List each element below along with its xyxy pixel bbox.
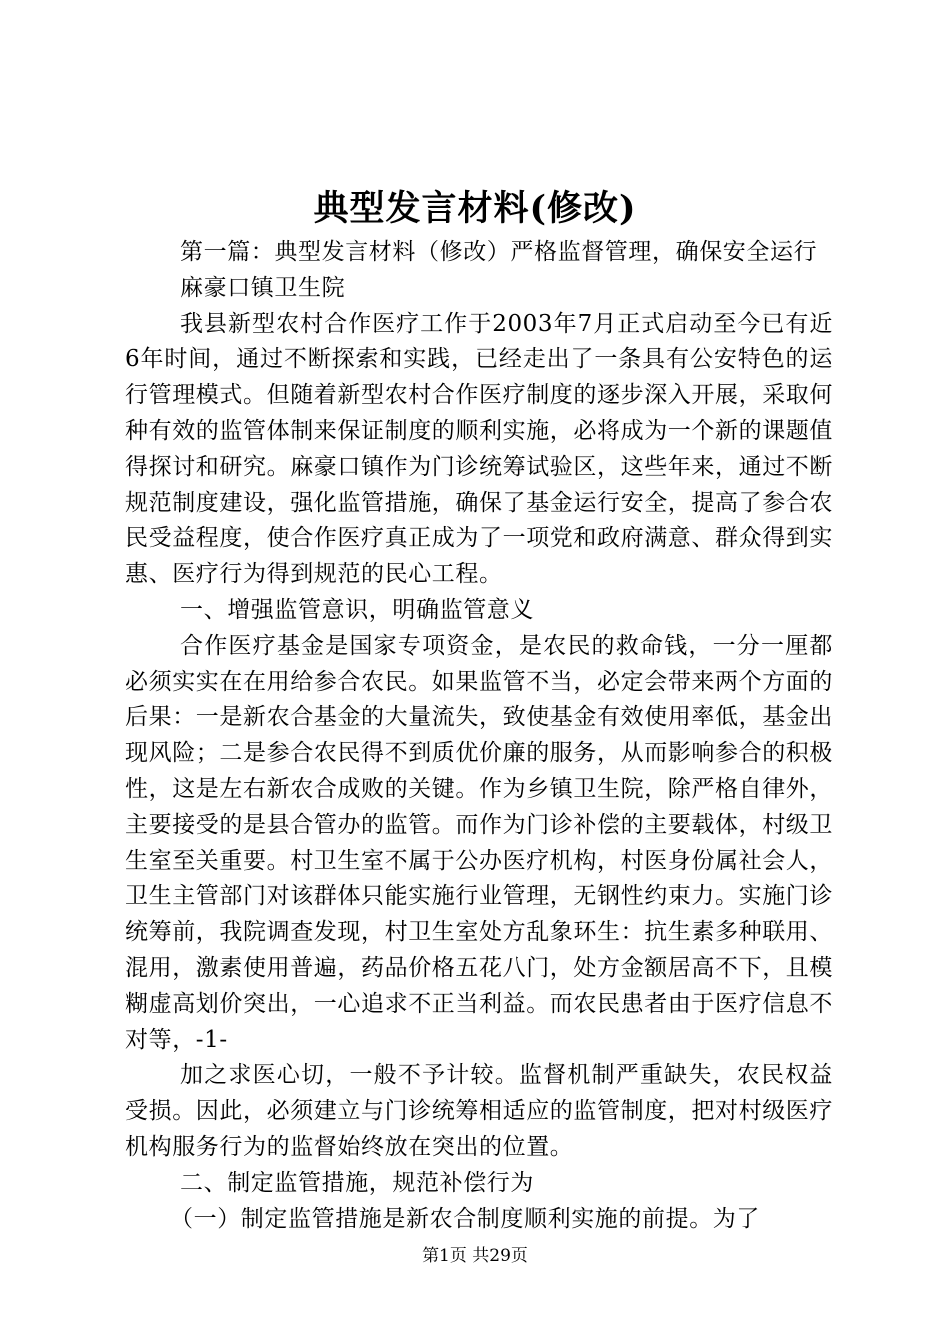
subsection-heading: 一、增强监管意识，明确监管意义	[180, 596, 534, 623]
body-paragraph: （一）制定监管措施是新农合制度顺利实施的前提。为了	[170, 1205, 760, 1232]
subsection-heading: 二、制定监管措施，规范补偿行为	[180, 1169, 534, 1196]
body-paragraph: 我县新型农村合作医疗工作于2003年7月正式启动至今已有近6年时间，通过不断探索和实践，已经走出了一条具有公安特色的运行管理模式。但随着新型农村合作医疗制度的逐步深入开展，采取何种有效的监管体制来保证制度的顺利实施，必将成为一个新的课题值得探讨和研究。麻豪口镇作为门诊统筹试验区，这些年来，通过不断规范制度建设，强化监管措施，确保了基金运行安全，提高了参合农民受益程度，使合作医疗真正成为了一项党和政府满意、群众得到实惠、医疗行为得到规范的民心工程。	[125, 310, 833, 588]
body-paragraph: 合作医疗基金是国家专项资金，是农民的救命钱，一分一厘都必须实实在在用给参合农民。如果监管不当，必定会带来两个方面的后果：一是新农合基金的大量流失，致使基金有效使用率低，基金出现风险；二是参合农民得不到质优价廉的服务，从而影响参合的积极性，这是左右新农合成败的关键。作为乡镇卫生院，除严格自律外，主要接受的是县合管办的监管。而作为门诊补偿的主要载体，村级卫生室至关重要。村卫生室不属于公办医疗机构，村医身份属社会人，卫生主管部门对该群体只能实施行业管理，无钢性约束力。实施门诊统筹前，我院调查发现，村卫生室处方乱象环生：抗生素多种联用、混用，激素使用普遍，药品价格五花八门，处方金额居高不下，且模糊虚高划价突出，一心追求不正当利益。而农民患者由于医疗信息不对等，-1-	[125, 632, 833, 1053]
page-footer: 第1页 共29页	[422, 1246, 528, 1266]
body-paragraph: 加之求医心切，一般不予计较。监督机制严重缺失，农民权益受损。因此，必须建立与门诊统筹相适应的监管制度，把对村级医疗机构服务行为的监督始终放在突出的位置。	[125, 1062, 833, 1160]
document-body	[125, 235, 833, 1237]
section-heading: 第一篇：典型发言材料（修改）严格监督管理，确保安全运行	[180, 239, 818, 265]
document-title: 典型发言材料(修改)	[313, 188, 637, 229]
author-line: 麻豪口镇卫生院	[180, 274, 346, 301]
